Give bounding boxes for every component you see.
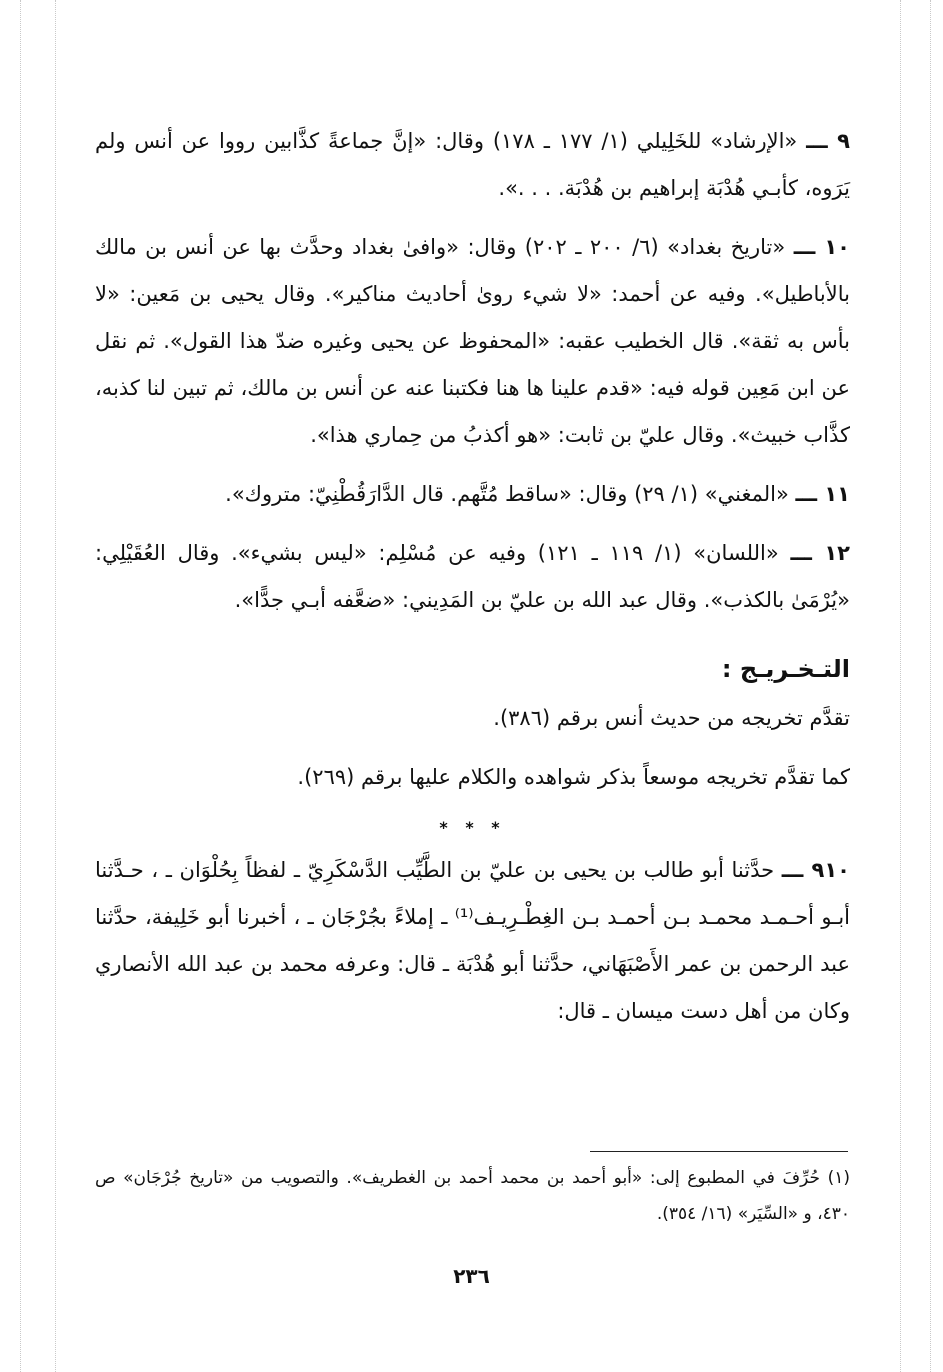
takhrij-heading: التـخـريـج : xyxy=(721,655,850,683)
margin-dotted-line xyxy=(55,0,56,1372)
hadith-text: حدَّثنا أبو طالب بن يحيى بن عليّ بن الطَّيِّب الدَّسْكَرِيّ ـ لفظاً بِحُلْوَان ـ ، حـدَّثنا أبـو أحـمـد محمـد بـن أحمـد بـن الغِطْـرِيـف⁽¹⁾ ـ إملاءً بجُرْجَان ـ ، أخبرنا أبو خَلِيفة، حدَّثنا عبد الرحمن بن عمر الأَصْبَهَاني، حدَّثنا أبو هُدْبَة ـ قال: وعرفه محمد بن عبد الله الأنصاري وكان من أهل دست ميسان ـ قال: xyxy=(95,858,850,1023)
margin-dotted-line xyxy=(930,0,931,1372)
footnote xyxy=(95,1160,850,1232)
entry-text: «المغني» (١/ ٢٩) وقال: «ساقط مُتَّهم. قال الدَّارَقُطْنِيّ: متروك». xyxy=(225,482,789,506)
margin-dotted-line xyxy=(20,0,21,1372)
takhrij-line: تقدَّم تخريجه من حديث أنس برقم (٣٨٦). xyxy=(493,706,850,730)
main-text xyxy=(95,118,850,1047)
hadith-910 xyxy=(95,847,850,1035)
entry-text: «اللسان» (١/ ١١٩ ـ ١٢١) وفيه عن مُسْلِم: «ليس بشيء». وقال العُقَيْلِي: «يُرْمَىٰ بالكذب». وقال عبد الله بن عليّ بن المَدِيني: «ضعَّفه أبـي جدًّا». xyxy=(95,541,850,612)
margin-dotted-line xyxy=(900,0,901,1372)
entry-number: ٩ ـــ xyxy=(806,129,850,153)
hadith-number: ٩١٠ ـــ xyxy=(781,858,850,882)
entry-12 xyxy=(95,530,850,624)
entry-9 xyxy=(95,118,850,212)
entry-10 xyxy=(95,224,850,459)
takhrij-line: كما تقدَّم تخريجه موسعاً بذكر شواهده والكلام عليها برقم (٢٦٩). xyxy=(297,765,850,789)
entry-text: «تاريخ بغداد» (٦/ ٢٠٠ ـ ٢٠٢) وقال: «وافىٰ بغداد وحدَّث بها عن أنس بن مالك بالأباطيل». وفيه عن أحمد: «لا شيء روىٰ أحاديث مناكير». وقال يحيى بن مَعين: «لا بأس به ثقة». قال الخطيب عقبه: «المحفوظ عن يحيى وغيره ضدّ هذا القول». ثم نقل عن ابن مَعِين قوله فيه: «قدم علينا ها هنا فكتبنا عنه عن أنس بن مالك، ثم تبين لنا كذبه، كذَّاب خبيث». وقال عليّ بن ثابت: «هو أكذبُ من حِماري هذا». xyxy=(95,235,850,447)
footnote-marker: (١) xyxy=(827,1168,851,1188)
entry-11 xyxy=(95,471,850,518)
entry-number: ١٢ ـــ xyxy=(790,541,850,565)
footnote-rule xyxy=(590,1151,848,1152)
page-number: ٢٣٦ xyxy=(453,1264,490,1288)
entry-text: «الإرشاد» للخَلِيلي (١/ ١٧٧ ـ ١٧٨) وقال: «إنَّ جماعةً كذَّابين رووا عن أنس ولم يَرَوه، كأبـي هُدْبَة إبراهيم بن هُدْبَة. . . .». xyxy=(95,129,850,200)
footnote-text: حُرِّفَ في المطبوع إلى: «أبو أحمد بن محمد أحمد بن الغطريف». والتصويب من «تاريخ جُرْجَان» ص ٤٣٠، و «السِّيَر» (١٦/ ٣٥٤). xyxy=(95,1168,850,1224)
section-separator: * * * xyxy=(439,818,506,837)
entry-number: ١١ ـــ xyxy=(795,482,850,506)
entry-number: ١٠ ـــ xyxy=(793,235,850,259)
